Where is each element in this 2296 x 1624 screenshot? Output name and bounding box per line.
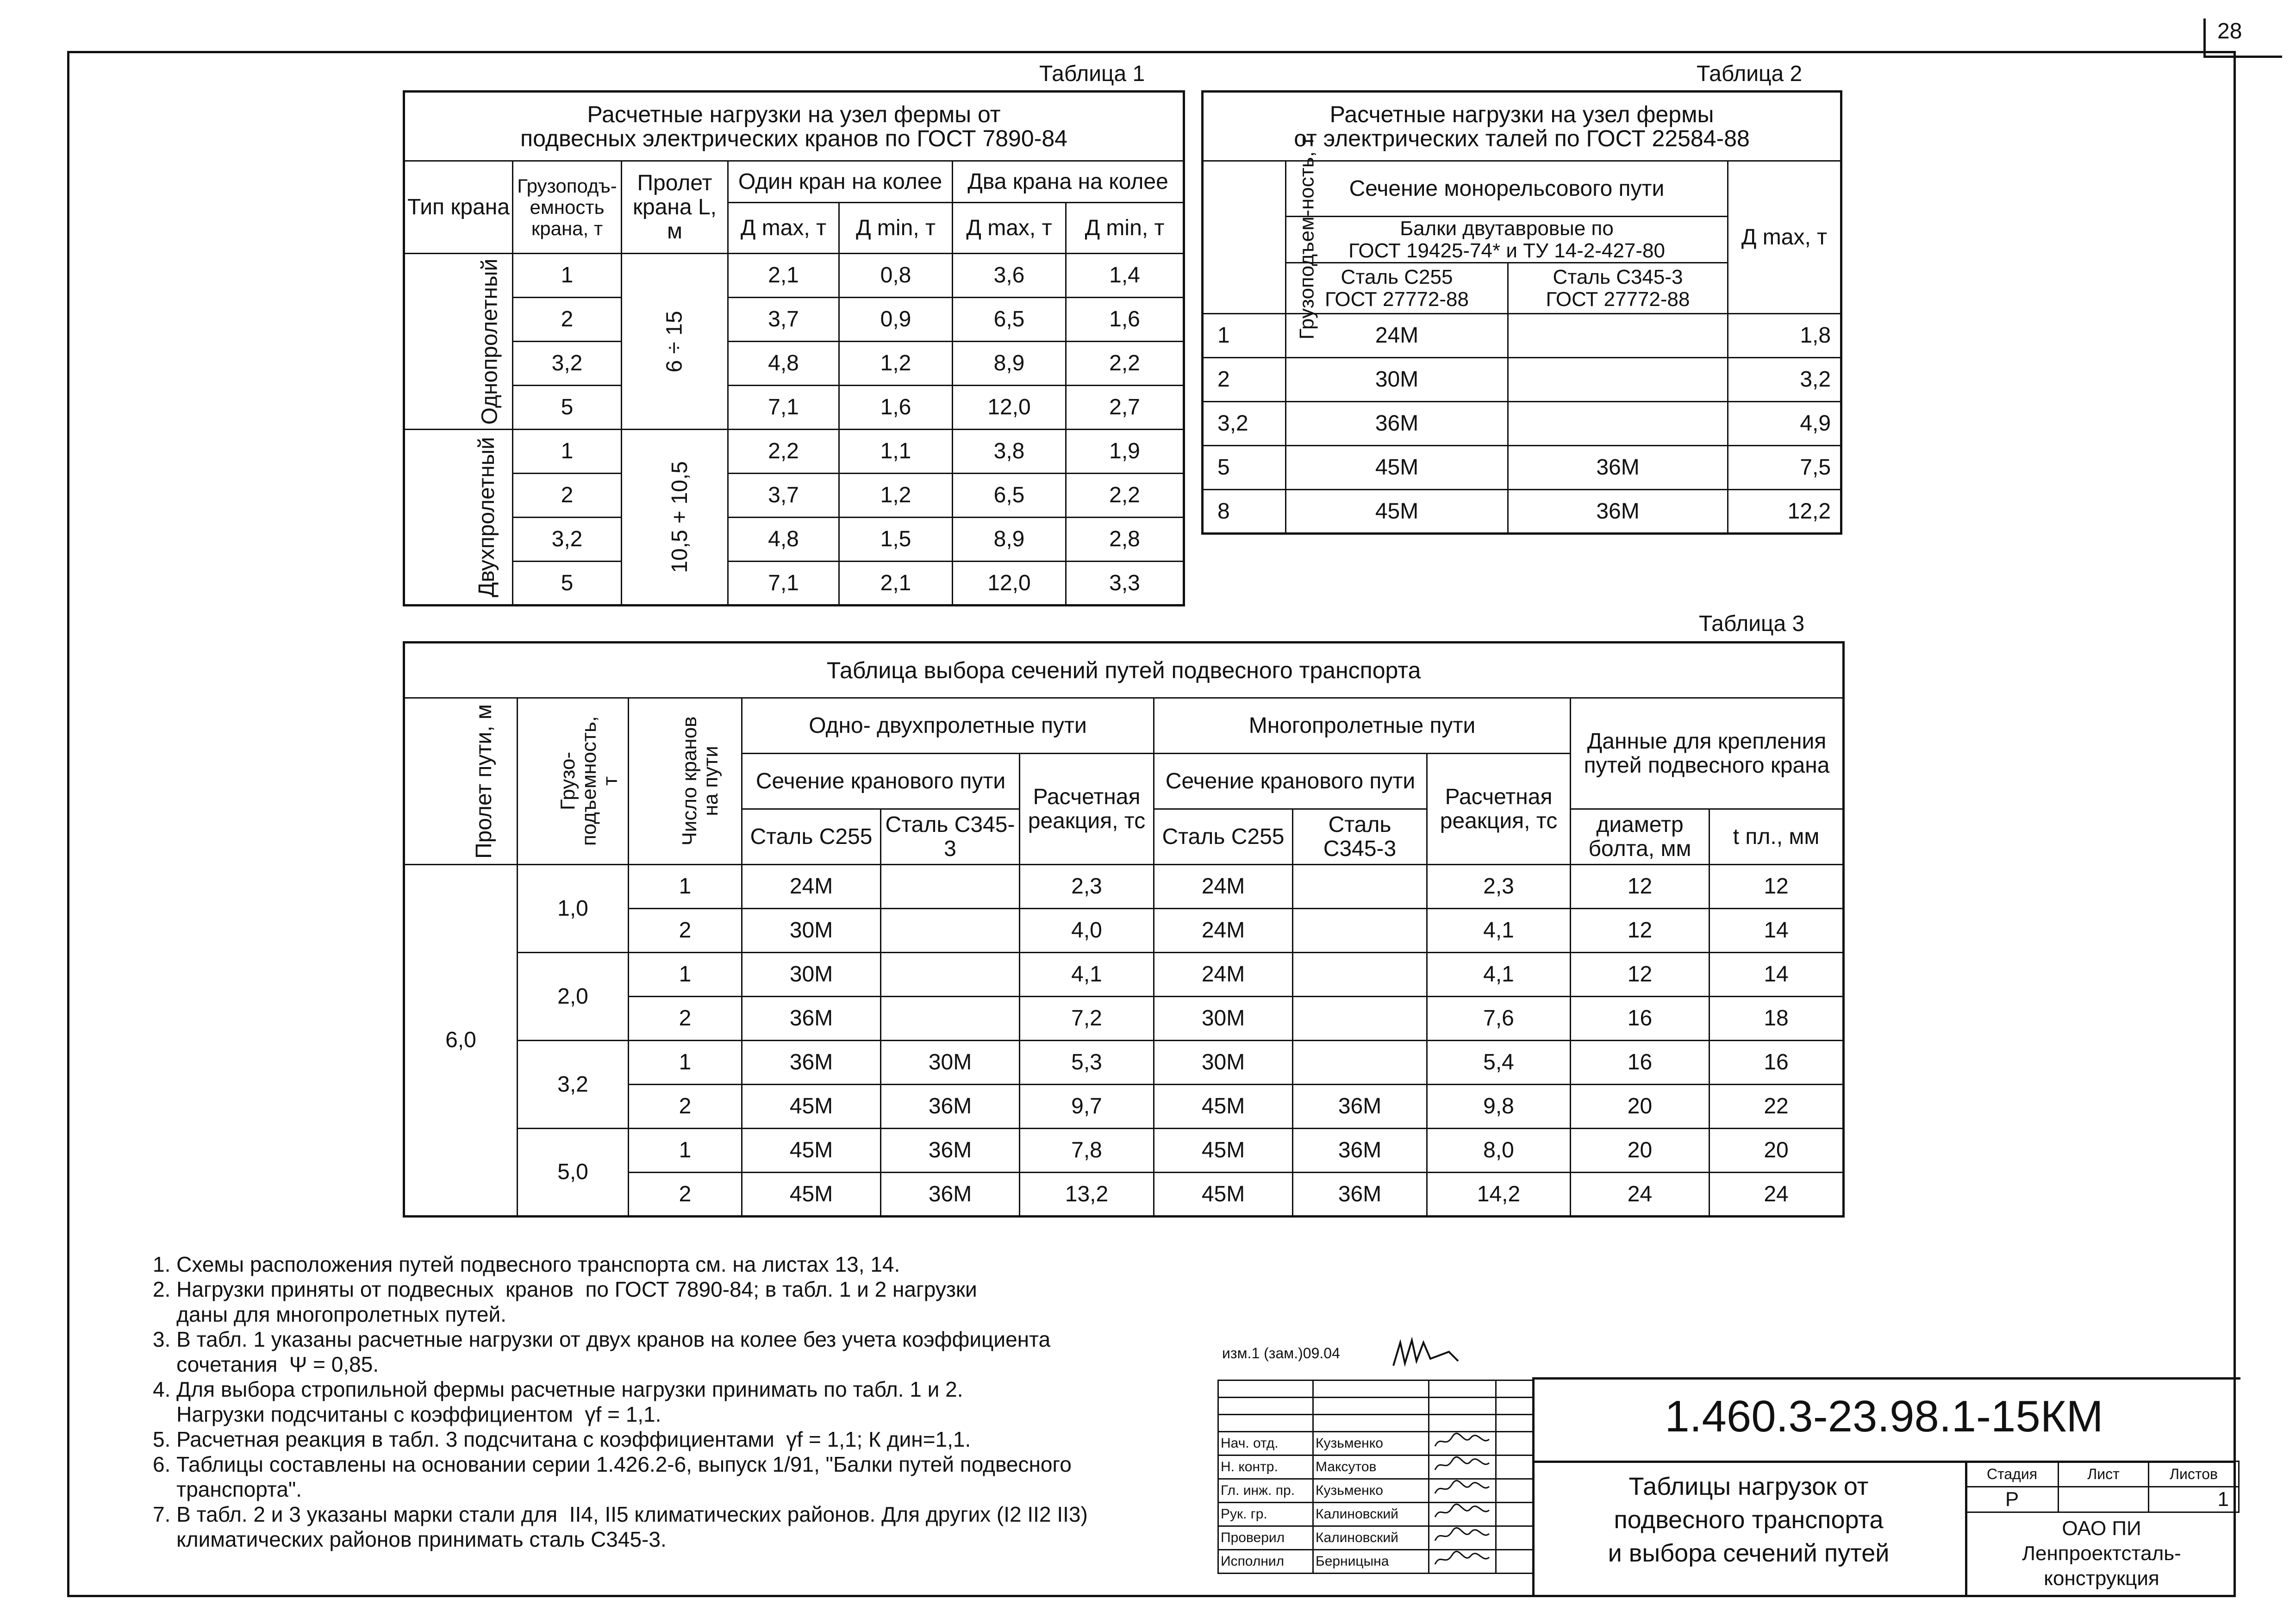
table1-span	[622, 430, 728, 606]
table3-cell: 36М	[742, 1041, 881, 1085]
table3-header-fixing: Данные для крепления путей подвесного крана	[1571, 698, 1844, 809]
table3-row	[404, 1041, 1844, 1085]
signature-row	[1218, 1479, 1533, 1503]
page-number-box	[2203, 19, 2282, 58]
signature-cell	[1313, 1415, 1429, 1432]
document-title: Таблицы нагрузок от подвесного транспорта и выбора сечений путей	[1608, 1473, 1890, 1567]
table1-header-dmin: Д min, т	[839, 203, 953, 254]
table1-cell: 1,5	[839, 518, 953, 562]
table3	[403, 641, 1845, 1218]
document-code: 1.460.3-23.98.1-15КМ	[1665, 1392, 2103, 1441]
table3-cell: 4,1	[1427, 909, 1571, 953]
table1-capacity: 1	[513, 430, 622, 474]
signature-mark	[1429, 1503, 1496, 1526]
handwritten-signature	[1431, 1527, 1491, 1545]
table1-caption: Расчетные нагрузки на узел фермы от подвесных электрических кранов по ГОСТ 7890-84	[404, 92, 1184, 161]
table1-cell: 6,5	[953, 298, 1066, 342]
table3-cell: 4,1	[1020, 953, 1154, 997]
note-line: даны для многопролетных путей.	[153, 1302, 506, 1326]
table1-span-label: 10,5 + 10,5	[667, 461, 692, 573]
table1-cell: 4,8	[728, 518, 839, 562]
signature-date	[1496, 1455, 1533, 1479]
table2-cell: 45М	[1286, 490, 1508, 534]
signature-empty-row	[1218, 1415, 1533, 1432]
table3-cell: 13,2	[1020, 1173, 1154, 1217]
table3-cell: 24	[1571, 1173, 1710, 1217]
signature-name: Берницына	[1313, 1550, 1429, 1574]
table1-cell: 2,1	[839, 562, 953, 606]
page-number: 28	[2217, 19, 2242, 44]
table2	[1201, 90, 1842, 535]
table1-cell: 4,8	[728, 342, 839, 386]
table3-cell: 1	[629, 865, 742, 909]
table2-cell: 24М	[1286, 314, 1508, 358]
table1-row	[404, 254, 1184, 298]
table1-span-label: 6 ÷ 15	[662, 310, 687, 373]
signature-cell	[1496, 1398, 1533, 1415]
table2-cell: 5	[1203, 446, 1286, 490]
signature-cell	[1429, 1415, 1496, 1432]
table3-header-steel-c345: Сталь С345-3	[881, 809, 1020, 865]
table3-header-section: Сечение кранового пути	[742, 754, 1020, 809]
table1-capacity: 5	[513, 386, 622, 430]
handwritten-signature	[1431, 1480, 1491, 1498]
stage-value: Р	[1966, 1487, 2059, 1512]
signature-row	[1218, 1455, 1533, 1479]
table1-capacity: 5	[513, 562, 622, 606]
note-line: 5. Расчетная реакция в табл. 3 подсчитана с коэффициентами γf = 1,1; К дин=1,1.	[153, 1427, 971, 1451]
signature-name: Калиновский	[1313, 1526, 1429, 1550]
table3-cell: 2	[629, 909, 742, 953]
table3-cell: 24М	[1154, 953, 1293, 997]
table1-cell: 8,9	[953, 518, 1066, 562]
table1-row	[404, 298, 1184, 342]
table3-header-multi-span: Многопролетные пути	[1154, 698, 1571, 754]
table2-cell	[1508, 402, 1728, 446]
signature-table	[1217, 1380, 1534, 1574]
table3-cell	[1293, 1041, 1427, 1085]
table3-cell: 2	[629, 1085, 742, 1129]
table2-cell: 3,2	[1203, 402, 1286, 446]
table3-cell	[1293, 909, 1427, 953]
signature-cell	[1313, 1380, 1429, 1398]
table2-cell: 3,2	[1728, 358, 1841, 402]
table3-row	[404, 865, 1844, 909]
table1-cell: 1,2	[839, 474, 953, 518]
table2-header-beams: Балки двутавровые по ГОСТ 19425-74* и ТУ 14-2-427-80	[1286, 217, 1728, 263]
table1-cell: 6,5	[953, 474, 1066, 518]
stage-header: Стадия	[1966, 1462, 2059, 1487]
signature-name: Максутов	[1313, 1455, 1429, 1479]
table1-cell: 1,4	[1066, 254, 1184, 298]
table1-cell: 1,1	[839, 430, 953, 474]
table2-cell: 36М	[1508, 446, 1728, 490]
table1-cell: 2,7	[1066, 386, 1184, 430]
signature-date	[1496, 1503, 1533, 1526]
signature-cell	[1218, 1380, 1313, 1398]
table2-header-dmax: Д max, т	[1728, 161, 1841, 314]
table1-crane-type-label: Двухпролетный	[474, 437, 499, 598]
table3-cell	[881, 909, 1020, 953]
table2-cell: 12,2	[1728, 490, 1841, 534]
table3-cell: 12	[1571, 909, 1710, 953]
signature-cell	[1496, 1380, 1533, 1398]
table3-cell: 14,2	[1427, 1173, 1571, 1217]
signature-row	[1218, 1526, 1533, 1550]
table1-cell: 12,0	[953, 562, 1066, 606]
table2-row	[1203, 358, 1841, 402]
signature-empty-row	[1218, 1398, 1533, 1415]
table2-cell: 36М	[1508, 490, 1728, 534]
table3-cell	[1293, 997, 1427, 1041]
table3-cell: 8,0	[1427, 1129, 1571, 1173]
table2-cell: 36М	[1286, 402, 1508, 446]
table2-header-capacity: Грузоподъем-ность, т	[1203, 161, 1286, 314]
table3-cell: 30М	[881, 1041, 1020, 1085]
table2-cell: 1,8	[1728, 314, 1841, 358]
table3-cell: 24М	[1154, 865, 1293, 909]
table3-capacity: 1,0	[518, 865, 629, 953]
table3-cell: 30М	[1154, 1041, 1293, 1085]
table1-cell: 3,7	[728, 474, 839, 518]
table3-cell: 12	[1710, 865, 1844, 909]
table3-header-steel-c255: Сталь С255	[742, 809, 881, 865]
table3-cell: 45М	[1154, 1129, 1293, 1173]
table3-cell: 7,2	[1020, 997, 1154, 1041]
table3-cell: 36М	[742, 997, 881, 1041]
handwritten-signature	[1431, 1456, 1491, 1474]
table3-header-reaction: Расчетная реакция, тс	[1020, 754, 1154, 865]
signature-cell	[1429, 1398, 1496, 1415]
table3-cell: 16	[1571, 997, 1710, 1041]
table1-cell: 0,9	[839, 298, 953, 342]
handwritten-signature	[1431, 1432, 1491, 1451]
table1-capacity: 3,2	[513, 518, 622, 562]
table3-cell: 36М	[1293, 1129, 1427, 1173]
table1-row	[404, 562, 1184, 606]
table3-label: Таблица 3	[1699, 612, 1805, 636]
table1-crane-type	[404, 430, 513, 606]
table3-cell: 24	[1710, 1173, 1844, 1217]
table2-cell: 4,9	[1728, 402, 1841, 446]
table3-cell: 2,3	[1020, 865, 1154, 909]
table3-cell: 36М	[1293, 1085, 1427, 1129]
table3-cell: 45М	[742, 1085, 881, 1129]
table3-row	[404, 1129, 1844, 1173]
table3-cell: 30М	[742, 909, 881, 953]
signature-empty-row	[1218, 1380, 1533, 1398]
table3-cell: 14	[1710, 909, 1844, 953]
table3-cell: 45М	[1154, 1085, 1293, 1129]
table1	[403, 90, 1185, 606]
table3-cell: 36М	[881, 1129, 1020, 1173]
table3-cell: 30М	[1154, 997, 1293, 1041]
sheet-header: Лист	[2059, 1462, 2149, 1487]
table1-header-dmax: Д max, т	[953, 203, 1066, 254]
table3-header-plate: t пл., мм	[1710, 809, 1844, 865]
table1-cell: 1,6	[839, 386, 953, 430]
table3-header-steel-c255: Сталь С255	[1154, 809, 1293, 865]
signature-cell	[1496, 1415, 1533, 1432]
signature-name: Кузьменко	[1313, 1479, 1429, 1503]
table3-cell	[881, 953, 1020, 997]
table1-row	[404, 386, 1184, 430]
table3-cell: 7,6	[1427, 997, 1571, 1041]
signature-date	[1496, 1526, 1533, 1550]
table1-cell: 7,1	[728, 386, 839, 430]
table1-cell: 3,6	[953, 254, 1066, 298]
table1-capacity: 3,2	[513, 342, 622, 386]
table3-header-section: Сечение кранового пути	[1154, 754, 1427, 809]
table1-header-two-cranes: Два крана на колее	[953, 161, 1184, 203]
note-line: климатических районов принимать сталь С345-3.	[153, 1527, 667, 1551]
table3-cell: 45М	[742, 1173, 881, 1217]
table1-cell: 12,0	[953, 386, 1066, 430]
signature-row	[1218, 1503, 1533, 1526]
table3-cell: 20	[1571, 1129, 1710, 1173]
table3-header-span: Пролет пути, м	[404, 698, 518, 865]
table3-cell: 4,0	[1020, 909, 1154, 953]
note-line: 4. Для выбора стропильной фермы расчетные нагрузки принимать по табл. 1 и 2.	[153, 1377, 963, 1401]
table3-cell: 45М	[1154, 1173, 1293, 1217]
table2-header-section: Сечение монорельсового пути	[1286, 161, 1728, 217]
table1-cell: 7,1	[728, 562, 839, 606]
table3-header-bolt: диаметр болта, мм	[1571, 809, 1710, 865]
table3-cell: 1	[629, 953, 742, 997]
signature-row	[1218, 1432, 1533, 1455]
table3-cell: 12	[1571, 865, 1710, 909]
table1-cell: 2,1	[728, 254, 839, 298]
stage-table	[1965, 1461, 2240, 1513]
table3-cell: 20	[1710, 1129, 1844, 1173]
note-line: 6. Таблицы составлены на основании серии 1.426.2-6, выпуск 1/91, "Балки путей подвесного	[153, 1452, 1072, 1476]
table3-cell: 1	[629, 1129, 742, 1173]
table1-cell: 2,2	[728, 430, 839, 474]
signature-mark	[1429, 1455, 1496, 1479]
signature-role: Исполнил	[1218, 1550, 1313, 1574]
note-line: 1. Схемы расположения путей подвесного транспорта см. на листах 13, 14.	[153, 1252, 900, 1276]
table3-cell: 2,3	[1427, 865, 1571, 909]
table3-cell: 2	[629, 997, 742, 1041]
table1-row	[404, 342, 1184, 386]
table3-cell: 14	[1710, 953, 1844, 997]
table3-cell: 30М	[742, 953, 881, 997]
signature-name: Калиновский	[1313, 1503, 1429, 1526]
signature-mark	[1429, 1479, 1496, 1503]
signature-date	[1496, 1432, 1533, 1455]
signature-role: Нач. отд.	[1218, 1432, 1313, 1455]
table3-capacity: 2,0	[518, 953, 629, 1041]
table3-cell: 18	[1710, 997, 1844, 1041]
handwritten-signature	[1431, 1550, 1491, 1569]
table1-crane-type	[404, 254, 513, 430]
table3-cell	[1293, 953, 1427, 997]
table1-header-span: Пролет крана L, м	[622, 161, 728, 254]
table3-cell: 9,7	[1020, 1085, 1154, 1129]
table1-header-capacity: Грузоподъ-емность крана, т	[513, 161, 622, 254]
table3-span-value: 6,0	[404, 865, 518, 1217]
table2-cell: 45М	[1286, 446, 1508, 490]
revision-note: изм.1 (зам.)09.04	[1222, 1345, 1340, 1362]
signature-role: Н. контр.	[1218, 1455, 1313, 1479]
table1-row	[404, 430, 1184, 474]
table1-cell: 0,8	[839, 254, 953, 298]
signature-role: Проверил	[1218, 1526, 1313, 1550]
table1-capacity: 2	[513, 298, 622, 342]
sheet-value	[2059, 1487, 2149, 1512]
table1-cell: 3,7	[728, 298, 839, 342]
table3-cell: 5,3	[1020, 1041, 1154, 1085]
handwritten-signature	[1431, 1503, 1491, 1522]
table1-cell: 3,3	[1066, 562, 1184, 606]
note-line: сочетания Ψ = 0,85.	[153, 1352, 379, 1376]
table3-cell: 16	[1710, 1041, 1844, 1085]
table2-row	[1203, 490, 1841, 534]
table2-row	[1203, 402, 1841, 446]
table3-header-steel-c345: Сталь С345-3	[1293, 809, 1427, 865]
table3-cell: 36М	[881, 1085, 1020, 1129]
table1-span	[622, 254, 728, 430]
sheets-header: Листов	[2149, 1462, 2239, 1487]
table1-header-dmax: Д max, т	[728, 203, 839, 254]
note-line: 3. В табл. 1 указаны расчетные нагрузки от двух кранов на колее без учета коэффициента	[153, 1327, 1051, 1351]
table1-capacity: 1	[513, 254, 622, 298]
table3-header-reaction: Расчетная реакция, тс	[1427, 754, 1571, 865]
table3-cell	[881, 865, 1020, 909]
table1-cell: 1,2	[839, 342, 953, 386]
table2-label: Таблица 2	[1697, 62, 1803, 86]
revision-signature	[1389, 1333, 1463, 1375]
signature-mark	[1429, 1550, 1496, 1574]
table3-cell: 1	[629, 1041, 742, 1085]
table2-caption: Расчетные нагрузки на узел фермы от электрических талей по ГОСТ 22584-88	[1203, 92, 1841, 161]
table3-cell: 36М	[881, 1173, 1020, 1217]
note-line: Нагрузки подсчитаны с коэффициентом γf = 1,1.	[153, 1402, 661, 1426]
table2-cell: 1	[1203, 314, 1286, 358]
table3-cell: 2	[629, 1173, 742, 1217]
table3-cell: 45М	[742, 1129, 881, 1173]
signature-date	[1496, 1479, 1533, 1503]
table2-cell: 30М	[1286, 358, 1508, 402]
table3-cell: 24М	[742, 865, 881, 909]
signature-mark	[1429, 1526, 1496, 1550]
table3-cell: 7,8	[1020, 1129, 1154, 1173]
table3-capacity: 3,2	[518, 1041, 629, 1129]
table1-cell: 2,2	[1066, 474, 1184, 518]
table3-capacity: 5,0	[518, 1129, 629, 1217]
table3-cell: 20	[1571, 1085, 1710, 1129]
table3-cell: 5,4	[1427, 1041, 1571, 1085]
signature-name: Кузьменко	[1313, 1432, 1429, 1455]
table2-header-steel-c345: Сталь С345-3 ГОСТ 27772-88	[1508, 263, 1728, 314]
table3-cell: 36М	[1293, 1173, 1427, 1217]
table3-cell: 4,1	[1427, 953, 1571, 997]
table1-cell: 3,8	[953, 430, 1066, 474]
table3-header-cranes: Число кранов на пути	[629, 698, 742, 865]
signature-role: Гл. инж. пр.	[1218, 1479, 1313, 1503]
table1-cell: 8,9	[953, 342, 1066, 386]
table1-cell: 1,6	[1066, 298, 1184, 342]
table2-cell: 7,5	[1728, 446, 1841, 490]
signature-mark	[1429, 1432, 1496, 1455]
signature-date	[1496, 1550, 1533, 1574]
table3-cell	[881, 997, 1020, 1041]
signature-cell	[1218, 1415, 1313, 1432]
organization: ОАО ПИ Ленпроектсталь- конструкция	[2022, 1517, 2181, 1590]
table3-header-capacity: Грузо-подъемность, т	[518, 698, 629, 865]
table3-cell: 22	[1710, 1085, 1844, 1129]
table1-header-dmin: Д min, т	[1066, 203, 1184, 254]
table1-capacity: 2	[513, 474, 622, 518]
table1-label: Таблица 1	[1039, 62, 1145, 86]
table2-cell	[1508, 314, 1728, 358]
signature-cell	[1313, 1398, 1429, 1415]
table2-cell	[1508, 358, 1728, 402]
table3-cell	[1293, 865, 1427, 909]
table1-cell: 2,8	[1066, 518, 1184, 562]
signature-cell	[1429, 1380, 1496, 1398]
table2-row	[1203, 446, 1841, 490]
table3-row	[404, 953, 1844, 997]
table1-cell: 2,2	[1066, 342, 1184, 386]
signature-cell	[1218, 1398, 1313, 1415]
table1-cell: 1,9	[1066, 430, 1184, 474]
signature-role: Рук. гр.	[1218, 1503, 1313, 1526]
table1-row	[404, 474, 1184, 518]
table1-crane-type-label: Однопролетный	[477, 258, 502, 425]
table2-cell: 2	[1203, 358, 1286, 402]
table3-cell: 9,8	[1427, 1085, 1571, 1129]
table3-header-one-two-span: Одно- двухпролетные пути	[742, 698, 1154, 754]
signature-row	[1218, 1550, 1533, 1574]
table3-cell: 24М	[1154, 909, 1293, 953]
table1-header-one-crane: Один кран на колее	[728, 161, 953, 203]
table3-cell: 12	[1571, 953, 1710, 997]
note-line: 2. Нагрузки приняты от подвесных кранов по ГОСТ 7890-84; в табл. 1 и 2 нагрузки	[153, 1277, 977, 1301]
table3-cell: 16	[1571, 1041, 1710, 1085]
table2-cell: 8	[1203, 490, 1286, 534]
table1-header-type: Тип крана	[404, 161, 513, 254]
table1-row	[404, 518, 1184, 562]
note-line: транспорта".	[153, 1477, 302, 1501]
table3-caption: Таблица выбора сечений путей подвесного транспорта	[404, 643, 1844, 698]
table2-header-steel-c255: Сталь С255 ГОСТ 27772-88	[1286, 263, 1508, 314]
sheets-value: 1	[2149, 1487, 2239, 1512]
note-line: 7. В табл. 2 и 3 указаны марки стали для II4, II5 климатических районов. Для других (I2 II2 II3)	[153, 1502, 1088, 1526]
